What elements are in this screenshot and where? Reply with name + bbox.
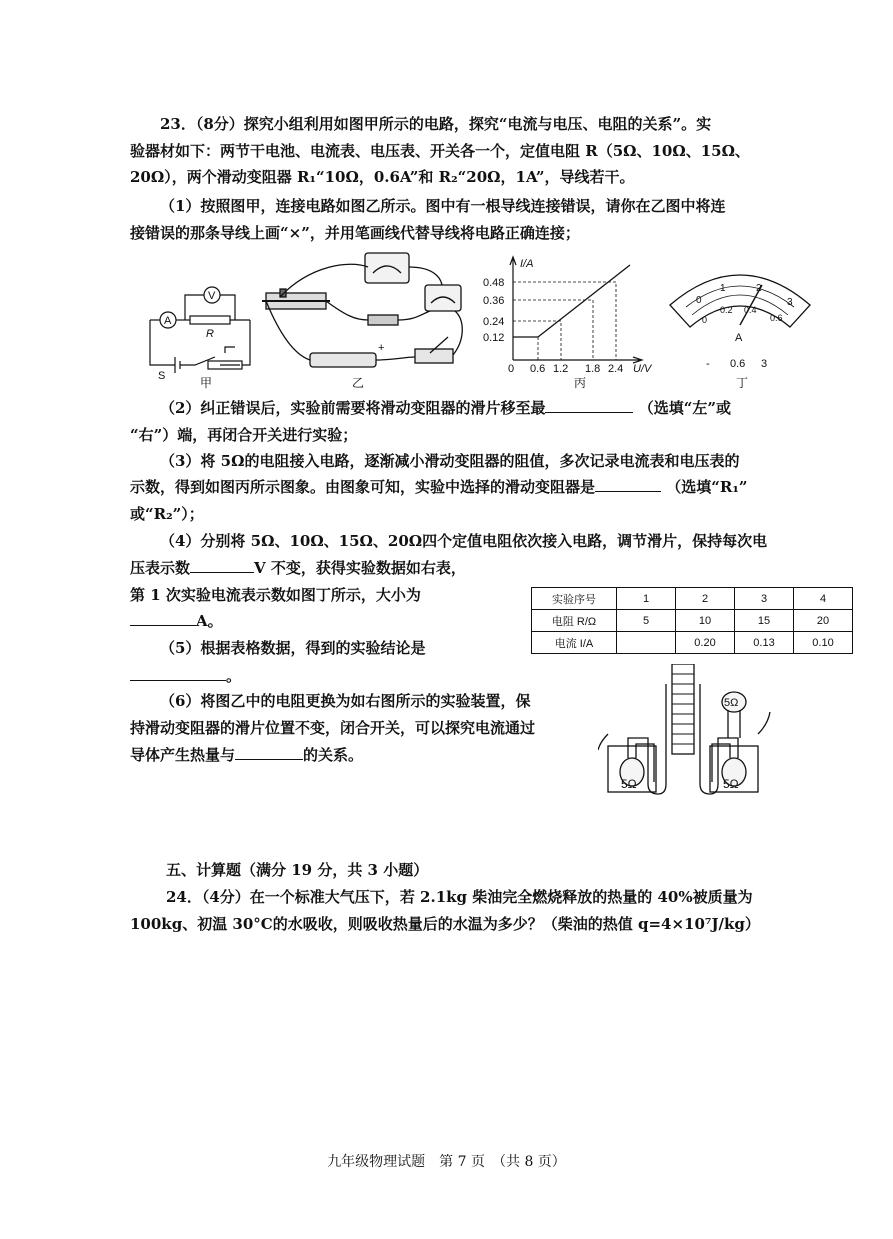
table-cell: 0.13 — [735, 632, 794, 654]
q23-part5-end: 。 — [226, 667, 242, 685]
ding-outer-3: 3 — [787, 297, 793, 308]
bing-ytick-1: 0.36 — [483, 295, 505, 307]
table-row — [532, 610, 853, 632]
q23-line3: 20Ω），两个滑动变阻器 R₁“10Ω，0.6A”和 R₂“20Ω，1A”，导线若干。 — [130, 168, 635, 186]
q23-part3-pre: 示数，得到如图丙所示图象。由图象可知，实验中选择的滑动变阻器是 — [130, 478, 596, 496]
ding-terminal-06: 0.6 — [730, 358, 746, 370]
figure-ding-caption: 丁 — [736, 376, 749, 390]
table-row — [532, 588, 853, 610]
figure-jia-caption: 甲 — [200, 376, 213, 390]
figure-bing-graph — [483, 257, 653, 390]
ding-inner-3: 0.6 — [770, 313, 783, 323]
answer-blank-rheostat[interactable] — [595, 477, 661, 492]
ding-outer-2: 2 — [756, 283, 762, 294]
q23-part4-pre: 压表示数 — [130, 559, 191, 577]
heat-resistor-right: 5Ω — [723, 777, 739, 791]
q23-part3-post: （选填“R₁” — [666, 478, 748, 496]
bing-xtick-0: 0.6 — [530, 363, 546, 375]
table-cell: 0.10 — [794, 632, 853, 654]
table-cell: 10 — [676, 610, 735, 632]
bing-xtick-3: 2.4 — [608, 363, 624, 375]
figure-bing-caption: 丙 — [574, 376, 587, 390]
answer-blank-current[interactable] — [130, 611, 196, 626]
q23-part5-line1: （5）根据表格数据，得到的实验结论是 — [160, 639, 426, 657]
q23-part6-pre: 导体产生热量与 — [130, 746, 236, 764]
page-footer: 九年级物理试题 第 7 页 （共 8 页） — [327, 1154, 566, 1170]
q24-line1: 24．（4分）在一个标准大气压下，若 2.1kg 柴油完全燃烧释放的热量的 40%被质量为 — [166, 888, 753, 906]
bing-ytick-2: 0.24 — [483, 316, 505, 328]
figures-row — [130, 245, 830, 395]
table-cell: 2 — [676, 588, 735, 610]
q23-title: 23．（8分）探究小组利用如图甲所示的电路，探究“电流与电压、电阻的关系”。实 — [160, 115, 712, 133]
jia-resistor-label: R — [206, 328, 214, 340]
answer-blank-conclusion[interactable] — [130, 666, 226, 681]
ding-unit: A — [735, 332, 743, 344]
figure-yi-caption: 乙 — [352, 376, 365, 390]
table-cell: 电流 I/A — [532, 632, 617, 654]
ding-outer-0: 0 — [696, 295, 702, 306]
q23-part4-line1: （4）分别将 5Ω、10Ω、15Ω、20Ω四个定值电阻依次接入电路，调节滑片，保持每次电 — [160, 532, 768, 550]
figure-heat-apparatus — [598, 664, 778, 804]
q23-part3-line3: 或“R₂”）； — [130, 505, 204, 523]
heat-resistor-top: 5Ω — [724, 697, 739, 709]
figure-yi-apparatus — [262, 253, 462, 367]
jia-switch-label: S — [158, 370, 166, 382]
q23-part2-line2: “右”）端，再闭合开关进行实验； — [130, 426, 358, 444]
ding-terminal-3: 3 — [761, 358, 768, 370]
bing-ylabel: I/A — [520, 258, 534, 270]
table-cell: 20 — [794, 610, 853, 632]
table-cell: 5 — [617, 610, 676, 632]
q24-line2: 100kg、初温 30°C的水吸收，则吸收热量后的水温为多少？（柴油的热值 q=4×10⁷J/kg） — [130, 915, 760, 933]
ding-inner-1: 0.2 — [720, 305, 733, 315]
jia-ammeter-label: A — [164, 315, 172, 327]
q23-part4-line3: 第 1 次实验电流表示数如图丁所示，大小为 — [130, 586, 421, 604]
table-cell: 1 — [617, 588, 676, 610]
bing-origin: 0 — [508, 363, 515, 375]
table-cell: 4 — [794, 588, 853, 610]
table-cell: 3 — [735, 588, 794, 610]
figure-ding-ammeter — [670, 275, 810, 390]
q23-part4-post: V 不变，获得实验数据如右表， — [254, 559, 466, 577]
bing-xlabel: U/V — [633, 363, 652, 375]
q23-part6-post: 的关系。 — [303, 746, 364, 764]
answer-blank-voltage[interactable] — [190, 558, 254, 573]
bing-xtick-1: 1.2 — [553, 363, 569, 375]
q23-part2-post: （选填“左”或 — [638, 399, 731, 417]
section5-title: 五、计算题（满分 19 分，共 3 小题） — [166, 861, 429, 879]
q23-part2-line1 — [160, 398, 731, 418]
q23-part3-line2 — [130, 477, 748, 497]
q23-part4-line2 — [130, 558, 466, 578]
bing-xtick-2: 1.8 — [585, 363, 601, 375]
jia-voltmeter-label: V — [208, 290, 216, 302]
figure-jia-circuit — [150, 287, 250, 373]
q23-part1-line2: 接错误的那条导线上画“×”，并用笔画线代替导线将电路正确连接； — [130, 224, 580, 242]
q23-part6-line3 — [130, 745, 363, 765]
bing-ytick-3: 0.12 — [483, 332, 505, 344]
table-cell: 0.20 — [676, 632, 735, 654]
q23-part2-pre: （2）纠正错误后，实验前需要将滑动变阻器的滑片移至最 — [160, 399, 546, 417]
table-cell: 实验序号 — [532, 588, 617, 610]
table-cell: 15 — [735, 610, 794, 632]
ding-inner-0: 0 — [702, 315, 708, 325]
q23-part6-line1: （6）将图乙中的电阻更换为如右图所示的实验装置，保 — [160, 692, 531, 710]
ding-outer-1: 1 — [720, 283, 726, 294]
q23-part4-line4 — [130, 611, 223, 631]
table-row — [532, 632, 853, 654]
table-cell: 电阻 R/Ω — [532, 610, 617, 632]
q23-part6-line2: 持滑动变阻器的滑片位置不变，闭合开关，可以探究电流通过 — [130, 719, 536, 737]
bing-ytick-0: 0.48 — [483, 277, 505, 289]
experiment-data-table — [531, 587, 853, 654]
q23-part3-line1: （3）将 5Ω的电阻接入电路，逐渐减小滑动变阻器的阻值，多次记录电流表和电压表的 — [160, 452, 740, 470]
yi-plus-label: + — [378, 342, 385, 354]
ding-terminal-neg: - — [706, 358, 710, 370]
answer-blank-heat-factor[interactable] — [235, 745, 303, 760]
ding-inner-2: 0.4 — [744, 305, 757, 315]
q23-part5-line2 — [130, 666, 241, 686]
q23-part1-line1: （1）按照图甲，连接电路如图乙所示。图中有一根导线连接错误，请你在乙图中将连 — [160, 197, 726, 215]
q23-line2: 验器材如下：两节干电池、电流表、电压表、开关各一个，定值电阻 R（5Ω、10Ω、15Ω、 — [130, 142, 750, 160]
q23-part4-unit: A。 — [196, 612, 223, 630]
table-cell-blank[interactable] — [617, 632, 676, 654]
answer-blank-slider-end[interactable] — [545, 398, 633, 413]
heat-resistor-left: 5Ω — [621, 777, 637, 791]
